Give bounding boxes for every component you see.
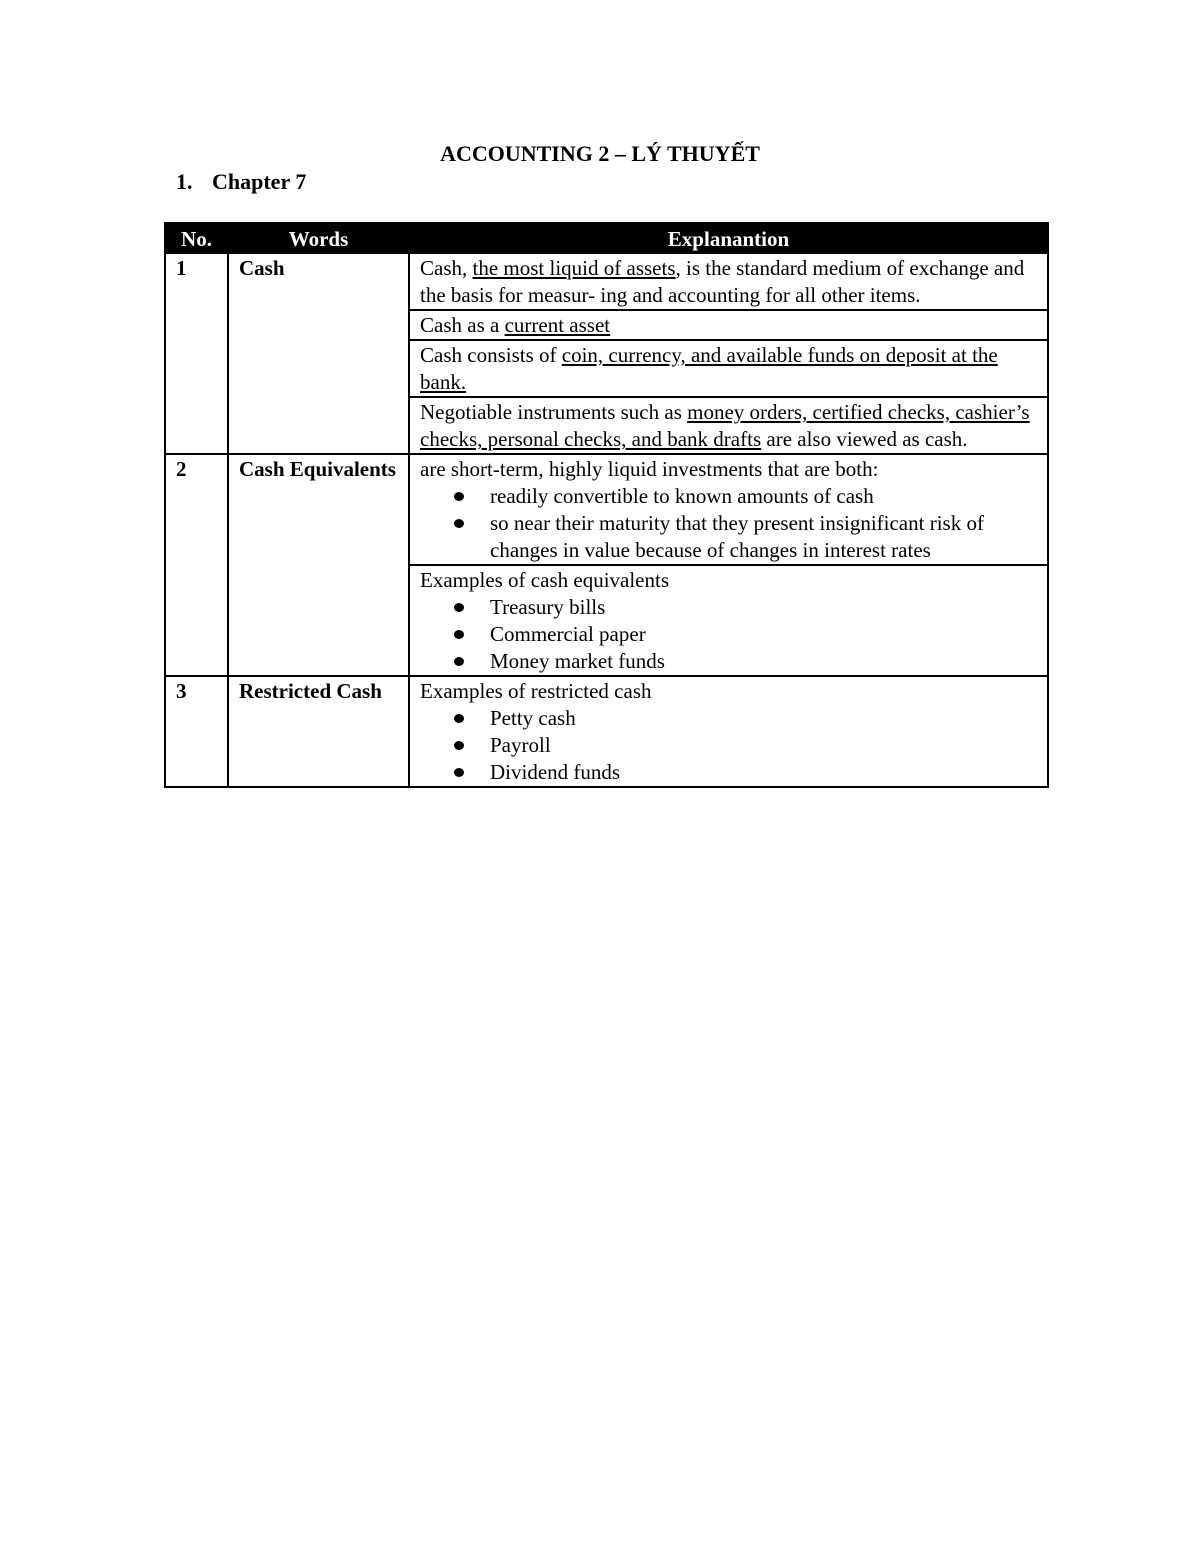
text-run: are also viewed as cash. xyxy=(761,427,968,451)
header-explanation: Explanantion xyxy=(409,223,1048,253)
underlined-text: the most liquid of assets xyxy=(472,256,676,280)
row-number: 1 xyxy=(165,253,228,454)
table-row xyxy=(165,454,1048,565)
explanation-cell xyxy=(409,310,1048,340)
explanation-cell xyxy=(409,676,1048,787)
list-item: readily convertible to known amounts of cash xyxy=(490,483,1039,510)
bullet-list xyxy=(420,483,1039,564)
list-item: Money market funds xyxy=(490,648,1039,675)
row-word: Cash xyxy=(228,253,409,454)
list-item: Dividend funds xyxy=(490,759,1039,786)
text-run: Cash consists of xyxy=(420,343,562,367)
row-number: 3 xyxy=(165,676,228,787)
vocabulary-table xyxy=(164,222,1049,788)
row-number: 2 xyxy=(165,454,228,676)
list-item: Treasury bills xyxy=(490,594,1039,621)
bullet-list xyxy=(420,705,1039,786)
table-row xyxy=(165,676,1048,787)
explanation-cell xyxy=(409,454,1048,565)
explanation-intro: Examples of cash equivalents xyxy=(420,568,670,592)
explanation-cell xyxy=(409,340,1048,397)
row-word: Restricted Cash xyxy=(228,676,409,787)
bullet-list xyxy=(420,594,1039,675)
underlined-text: money orders, certified checks, cashier’s checks, personal checks, and bank drafts xyxy=(420,400,1030,451)
header-words: Words xyxy=(228,223,409,253)
list-item: Petty cash xyxy=(490,705,1039,732)
text-run: Negotiable instruments such as xyxy=(420,400,688,424)
table-row xyxy=(165,253,1048,310)
section-heading xyxy=(176,169,306,195)
section-number: 1. xyxy=(176,169,193,194)
underlined-text: coin, currency, and available funds on deposit at the bank. xyxy=(420,343,998,394)
section-title: Chapter 7 xyxy=(212,169,307,194)
row-word: Cash Equivalents xyxy=(228,454,409,676)
text-run: , is the standard medium of exchange and the basis for measur- ing and accounting for all other items. xyxy=(420,256,1025,307)
explanation-cell xyxy=(409,253,1048,310)
explanation-cell xyxy=(409,397,1048,454)
list-item: so near their maturity that they present insignificant risk of changes in value because of changes in interest rates xyxy=(490,510,1039,564)
explanation-intro: are short-term, highly liquid investments that are both: xyxy=(420,457,879,481)
page-title: ACCOUNTING 2 – LÝ THUYẾT xyxy=(440,141,760,166)
text-run: Cash, xyxy=(420,256,473,280)
explanation-cell xyxy=(409,565,1048,676)
underlined-text: current asset xyxy=(504,313,611,337)
list-item: Commercial paper xyxy=(490,621,1039,648)
text-run: Cash as a xyxy=(420,313,505,337)
header-no: No. xyxy=(165,223,228,253)
list-item: Payroll xyxy=(490,732,1039,759)
table-header-row xyxy=(165,223,1048,253)
explanation-intro: Examples of restricted cash xyxy=(420,679,652,703)
